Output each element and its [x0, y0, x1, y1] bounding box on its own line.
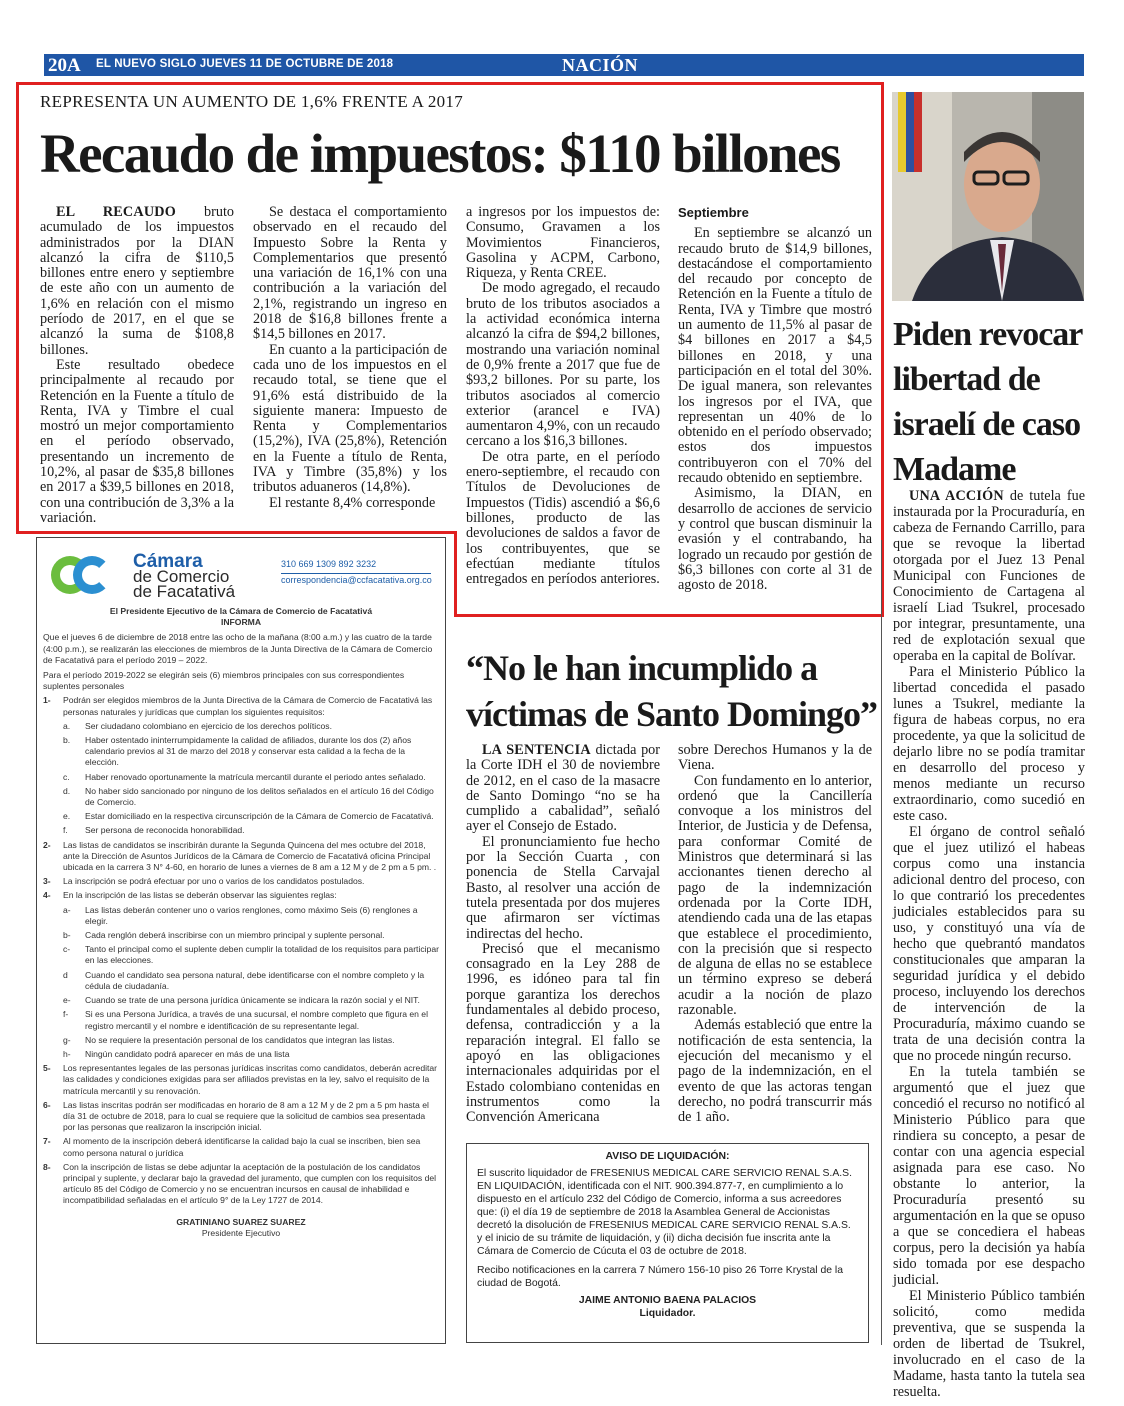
page-number: 20A — [48, 55, 81, 76]
list-item-text: Haber ostentado ininterrumpidamente la calidad de afiliados, durante los dos (2) años calendario previos al 31 de marzo del 2018 y conservar esta calidad a la fecha de la elección. — [85, 735, 412, 768]
main-story-paragraph: Asimismo, la DIAN, en desarrollo de acciones de servicio y control que buscan disminuir la evasión y el contrabando, ha logrado un recaudo por gestión de $6,3 billones con corte al 31 de agosto de 2018. — [678, 485, 872, 594]
liquidation-signer: JAIME ANTONIO BAENA PALACIOS — [578, 1295, 757, 1306]
chamber-notice-body — [43, 606, 439, 1239]
list-item-text: En la inscripción de las listas se deberán observar las siguientes reglas: — [63, 890, 337, 901]
list-item-number: a- — [63, 904, 71, 915]
list-item-text: Cuando el candidato sea persona natural, debe identificarse con el nombre completo y la cédula de ciudadanía. — [85, 969, 425, 991]
list-item-number: a. — [63, 720, 71, 731]
list-item-number: e- — [63, 995, 71, 1006]
list-item — [43, 1162, 439, 1207]
list-item-number: 6- — [43, 1099, 51, 1110]
list-item-text: Tanto el principal como el suplente deben cumplir la totalidad de los requisitos para participar en las elecciones. — [85, 944, 439, 966]
chamber-email: correspondencia@ccfacatativa.org.co — [281, 575, 432, 585]
side-story-paragraph: El órgano de control señaló que el juez utilizó el habeas corpus como una instancia adicional dentro del proceso, con lo que contrarió los precedentes judiciales establecidos para su uso, y constituyó una vía de hecho que quebrantó mandatos constitucionales que amparan la seguridad jurídica y el debido proceso, incluyendo los derechos de intervención de la Procuraduría, máximo cuando se trata de una decisión contra la que no procede ningún recurso. — [893, 824, 1085, 1064]
main-story-headline: Recaudo de impuestos: $110 billones — [40, 123, 840, 184]
side-story-headline: Piden revocar libertad de israelí de caso Madame — [893, 316, 1082, 488]
list-item — [43, 1063, 439, 1097]
second-story-headline: “No le han incumplido a víctimas de Santo Domingo” — [466, 648, 878, 734]
list-subitem — [43, 930, 439, 941]
main-story-paragraph: El restante 8,4% corresponde — [269, 494, 436, 511]
list-item-number: 8- — [43, 1161, 51, 1172]
list-subitem — [43, 1009, 439, 1031]
list-item-number: 7- — [43, 1136, 51, 1147]
main-story-paragraph: En septiembre se alcanzó un recaudo bruto de $14,9 billones, destacándose el comportamiento del recaudo por concepto de Retención en la Fuente a título de Renta, IVA y Timbre que mostró un aumento de 11,5% al pasar de $4 billones en 2017 a $4,5 billones en 2018, y una participación en el total del 30%. De igual manera, son relevantes los ingresos por el IVA, que representan un 40% de lo obtenido en el período observado; estos dos impuestos contribuyeron con el 70% del recaudo obtenido en septiembre. — [678, 225, 872, 487]
paper-dateline: EL NUEVO SIGLO JUEVES 11 DE OCTUBRE DE 2018 — [96, 58, 394, 70]
chamber-of-commerce-notice — [36, 537, 446, 1344]
list-item-number: c- — [63, 944, 71, 955]
main-story-paragraph: De modo agregado, el recaudo bruto de los tributos asociados a la actividad económica interna alcanzó la cifra de $94,2 billones, mostrando una variación nominal de 0,9% frente a 2017 que fue de $93,2 billones. Por su parte, los tributos asociados al comercio exterior (arancel e IVA) aumentaron 4,9%, con un recaudo cercano a los $16,3 billones. — [466, 280, 660, 450]
second-story-lead: LA SENTENCIA — [482, 742, 591, 758]
chamber-notice-informa: INFORMA — [220, 617, 262, 628]
liquidation-notice — [466, 1143, 869, 1343]
list-item-number: f- — [63, 1009, 69, 1020]
list-item-text: Las listas inscritas podrán ser modificadas en horario de 8 am a 12 M y de 2 pm a 5 pm hasta el día 31 de octubre de 2018, para lo cual se requiere que la solicitud de cambios sea presentada por las personas que realizaron la inscripción inicial. — [63, 1099, 429, 1133]
second-story-paragraph: Además estableció que entre la notificación de esta sentencia, la ejecución del mecanismo y el pago de la indemnización, en el evento de que las actoras tengan derecho, no podrá transcurrir más de 1 año. — [678, 1017, 872, 1126]
list-subitem — [43, 905, 439, 927]
side-story-body — [893, 488, 1085, 1400]
main-story-kicker: REPRESENTA UN AUMENTO DE 1,6% FRENTE A 2017 — [40, 92, 464, 111]
list-item-number: d — [63, 969, 68, 980]
list-subitem — [43, 1035, 439, 1046]
list-subitem — [43, 811, 439, 822]
signer-role: Presidente Ejecutivo — [201, 1227, 281, 1238]
list-item — [43, 1136, 439, 1158]
main-story-paragraph: Este resultado obedece principalmente al recaudo por Retención en la Fuente a título de Renta, IVA y Timbre el cual mostró un mejor comportamiento en el período observado, presentando un incremento de 10,2%, al pasar de $35,8 billones en 2017 a $39,5 billones en 2018, con una contribución de 3,3% a la variación. — [40, 356, 234, 526]
main-story-column-2 — [253, 205, 447, 511]
side-story-paragraph: El Ministerio Público también solicitó, como medida preventiva, que se suspenda la orden de libertad de Tsukrel, involucrado en el caso de la Madame, hasta tanto la tutela sea resuelta. — [893, 1288, 1085, 1400]
chamber-notice-title: El Presidente Ejecutivo de la Cámara de Comercio de Facatativá — [109, 606, 373, 616]
list-subitem — [43, 772, 439, 783]
list-item-number: h- — [63, 1048, 71, 1059]
list-subitem — [43, 825, 439, 836]
signature-block — [43, 1217, 439, 1239]
chamber-notice-intro: Que el jueves 6 de diciembre de 2018 entre las ocho de la mañana (8:00 a.m.) y las cuatro de la tarde (4:00 p.m.), se realizarán las elecciones de miembros de la Junta Directiva de la Cámara de Comercio de Facatativá para el período 2019 – 2022. — [43, 632, 433, 665]
list-subitem — [43, 944, 439, 966]
main-story-paragraph: a ingresos por los impuestos de: Consumo, Gravamen a los Movimientos Financieros, Gasolina y ACPM, Carbono, Riqueza, y Renta CREE. — [466, 204, 660, 282]
list-item-number: 1- — [43, 695, 51, 706]
liquidation-notice-title: AVISO DE LIQUIDACIÓN: — [605, 1151, 730, 1162]
list-item-text: No se requiere la presentación personal de los candidatos que integran las listas. — [85, 1034, 395, 1045]
list-item-text: Haber renovado oportunamente la matrícula mercantil durante el periodo antes señalado. — [85, 771, 426, 782]
list-item-number: f. — [63, 825, 68, 836]
list-subitem — [43, 995, 439, 1006]
list-subitem — [43, 735, 439, 769]
list-item-text: La inscripción se podrá efectuar por uno o varios de los candidatos postulados. — [63, 876, 365, 887]
section-name: NACIÓN — [562, 55, 639, 75]
logo-text-line: de Facatativá — [133, 582, 236, 601]
news-photo-image — [892, 92, 1084, 301]
list-item-number: 4- — [43, 890, 51, 901]
list-item — [43, 890, 439, 901]
logo-text-line: de Comercio — [133, 567, 230, 586]
list-item-number: c. — [63, 771, 70, 782]
side-story-paragraph: Para el Ministerio Público la libertad concedida el pasado lunes a Tsukrel, mediante la figura de habeas corpus, no era procedente, ya que la solicitud de dejarlo libre no se podía tramitar en desarrollo del proceso y menos mediante un recurso extraordinario, como sucedió en este caso. — [893, 664, 1085, 824]
list-item — [43, 695, 439, 717]
logo-text — [133, 551, 236, 601]
main-story-subhead: Septiembre — [678, 205, 749, 220]
main-story-paragraph: bruto acumulado de los impuestos administrados por la DIAN alcanzó la cifra de $110,5 billones entre enero y septiembre de este año con un aumento de 1,6% en relación con el mismo período de 2017, en el que se alcanzó la suma de $108,8 billones. — [40, 204, 235, 358]
highlight-box-bottom-left — [16, 531, 457, 534]
list-item-text: Cuando se trate de una persona jurídica únicamente se indicara la razón social y el NIT. — [85, 995, 420, 1006]
list-item-number: e. — [63, 811, 71, 822]
second-story-paragraph: sobre Derechos Humanos y la de Viena. — [678, 742, 872, 774]
list-item-number: b. — [63, 735, 71, 746]
list-subitem — [43, 1049, 439, 1060]
logo-mark-blue — [73, 556, 111, 594]
main-story-paragraph: Se destaca el comportamiento observado en el recaudo del Impuesto Sobre la Renta y Complementarios que presentó una variación de 16,1% con una contribución a la variación del 2,1%, registrando un ingreso en 2018 de $16,8 billones frente a $14,5 billones en 2017. — [253, 204, 447, 343]
main-story-paragraph: En cuanto a la participación de cada uno de los impuestos en el recaudo total, se tiene que el 91,6% está distribuido de la siguiente manera: Impuesto de Renta y Complementarios (15,2%), IVA (25,8%), Retención en la Fuente a título de Renta, IVA y Timbre (35,8%) y los tributos aduaneros (14,8%). — [253, 341, 447, 496]
signer-name: GRATINIANO SUAREZ SUAREZ — [176, 1216, 306, 1227]
second-story-paragraph: Con fundamento en lo anterior, ordenó que la Cancillería convoque a los ministros del Interior, de Justicia y de Defensa, para conformar Comité de Ministros que determinará si las accionantes tienen derecho al pago de la indemnización ordenada por la Corte IDH, atendiendo cada una de las etapas que establece el procedimiento, con la precisión que si respecto de alguna de ellas no se establece un término expreso se deberá acudir a la noción de plazo razonable. — [678, 772, 872, 1019]
list-item-text: Podrán ser elegidos miembros de la Junta Directiva de la Cámara de Comercio de Facatativá las personas naturales y jurídicas que cumplan los siguientes requisitos: — [63, 695, 433, 717]
main-story-column-1 — [40, 205, 234, 526]
side-story-lead: UNA ACCIÓN — [909, 488, 1004, 504]
second-story-paragraph: Precisó que el mecanismo consagrado en la Ley 288 de 1996, es idóneo para tal fin porque garantiza los derechos fundamentales al debido proceso, defensa, contradicción y a la reparación integral. El fallo se apoyó en las obligaciones internacionales adquiridas por el Estado colombiano contenidas en instrumentos como la Convención Americana — [466, 940, 660, 1126]
list-item — [43, 840, 439, 874]
list-item-number: 3- — [43, 876, 51, 887]
list-item-text: Al momento de la inscripción deberá identificarse la calidad bajo la cual se inscriben, bien sea como persona natural o jurídica — [63, 1136, 421, 1158]
list-item-number: 5- — [43, 1063, 51, 1074]
list-subitem — [43, 970, 439, 992]
main-story-paragraph: De otra parte, en el período enero-septiembre, el recaudo con Títulos de Devoluciones de Impuestos (Tidis) ascendió a $6,6 billones, producto de las devoluciones de saldos a favor de los contribuyentes, que se efectúan mediante títulos entregados en períodos anteriores. — [466, 448, 660, 588]
list-item-text: Cada renglón deberá inscribirse con un miembro principal y suplente personal. — [85, 930, 385, 941]
list-item — [43, 1100, 439, 1134]
list-item-text: Los representantes legales de las personas jurídicas inscritas como candidatos, deberán acreditar las calidades y condiciones exigidas para ser afiliados previstas en la ley, salvo el requisito de la matrícula mercantil y su renovación. — [63, 1063, 438, 1096]
main-story-column-4 — [678, 205, 872, 593]
liquidation-notice-paragraph: Recibo notificaciones en la carrera 7 Número 156-10 piso 26 Torre Krystal de la ciudad de Bogotá. — [477, 1265, 843, 1289]
list-item-number: g- — [63, 1034, 71, 1045]
list-item-text: Las listas deberán contener uno o varios renglones, como máximo Seis (6) renglones a elegir. — [85, 904, 418, 926]
list-item-text: Ser ciudadano colombiano en ejercicio de los derechos políticos. — [85, 720, 332, 731]
list-subitem — [43, 721, 439, 732]
second-story-column-2 — [678, 743, 872, 1125]
list-item-number: 2- — [43, 839, 51, 850]
list-item-text: Estar domiciliado en la respectiva circunscripción de la Cámara de Comercio de Facatativá. — [85, 811, 434, 822]
list-item-text: Las listas de candidatos se inscribirán durante la Segunda Quincena del mes octubre del 2018, ante la Dirección de Asuntos Jurídicos de la Cámara de Comercio de Facatativá oficina Principal ubicada en la carrera 3 N° 4-60, en horario de lunes a viernes de 8 am a 12 M y de 2 pm a 5 pm. . — [63, 839, 437, 873]
logo-text-line: Cámara — [133, 551, 203, 572]
page-header-bar — [44, 54, 1084, 76]
second-story-paragraph: dictada por la Corte IDH el 30 de noviembre de 2012, en el caso de la masacre de Santo Domingo “no se ha cumplido a cabalidad”, señaló ayer el Consejo de Estado. — [466, 742, 660, 835]
side-story-paragraph: En la tutela también se argumentó que el juez que concedió el recurso no notificó al Ministerio Público para que rindiera su concepto, a pesar de contar con una agencia especial asignada para ese caso. No obstante lo anterior, la Procuraduría presentó su argumentación en la que se opuso a que se concediera el habeas corpus, pero la decisión ya había sido tomada por ese despacho judicial. — [893, 1064, 1085, 1288]
chamber-notice-intro: Para el período 2019-2022 se elegirán seis (6) miembros principales con sus correspondientes suplentes personales — [43, 670, 405, 692]
side-story-paragraph: de tutela fue instaurada por la Procuraduría, en cabeza de Fernando Carrillo, para que se revoque la libertad otorgada por el Juez 13 Penal Municipal con Funciones de Conocimiento de Cartagena al israelí Liad Tsukrel, procesado por integrar, presuntamente, una red de explotación sexual que operaba en la capital de Bolívar. — [893, 488, 1085, 664]
main-story-column-3 — [466, 205, 660, 587]
list-item-number: b- — [63, 930, 71, 941]
news-photo — [892, 92, 1084, 301]
liquidation-notice-paragraph: El suscrito liquidador de FRESENIUS MEDICAL CARE SERVICIO RENAL S.A.S. EN LIQUIDACIÓN, identificada con el NIT. 900.394.877-7, en cumplimiento a lo dispuesto en el artículo 232 del Código de Comercio, informa a sus acreedores que: (i) el día 19 de septiembre de 2018 la Asamblea General de Accionistas decretó la disolución de FRESENIUS MEDICAL CARE SERVICIO RENAL S.A.S. y el inicio de su trámite de liquidación, y (ii) dicha decisión fue inscrita ante la Cámara de Comercio de Cúcuta el 03 de octubre de 2018. — [477, 1168, 852, 1257]
list-item-text: Ningún candidato podrá aparecer en más de una lista — [85, 1048, 290, 1059]
list-item-text: Si es una Persona Jurídica, a través de una sucursal, el nombre completo que figura en el registro mercantil y el nombre e identificación de su representante legal. — [85, 1009, 428, 1031]
list-item — [43, 876, 439, 887]
main-story-lead: EL RECAUDO — [56, 204, 176, 220]
list-item-text: Con la inscripción de listas se debe adjuntar la aceptación de la postulación de los candidatos principal y suplente, y declarar bajo la gravedad del juramento, que cumplen con los requisitos del artículo 85 del Código de Comercio y no se encuentran incursos en causal de inhabilidad e incompatibilidad señaladas en el artículo 9° de la Ley 1727 de 2014. — [63, 1161, 437, 1206]
second-story-paragraph: El pronunciamiento fue hecho por la Sección Cuarta , con ponencia de Stella Carvajal Basto, al resolver una acción de tutela presentada por dos mujeres que afirmaron ser víctimas indirectas del hecho. — [466, 833, 660, 942]
list-subitem — [43, 786, 439, 808]
list-item-text: No haber sido sancionado por ninguno de los delitos señalados en el artículo 16 del Código de Comercio. — [85, 785, 434, 808]
chamber-logo — [51, 552, 251, 600]
second-story-column-1 — [466, 743, 660, 1125]
chamber-phone: 310 669 1309 892 3232 — [281, 559, 377, 569]
chamber-contact — [281, 558, 431, 587]
list-item-text: Ser persona de reconocida honorabilidad. — [85, 825, 245, 836]
list-item-number: d. — [63, 785, 71, 796]
liquidation-signer-role: Liquidador. — [639, 1308, 696, 1319]
